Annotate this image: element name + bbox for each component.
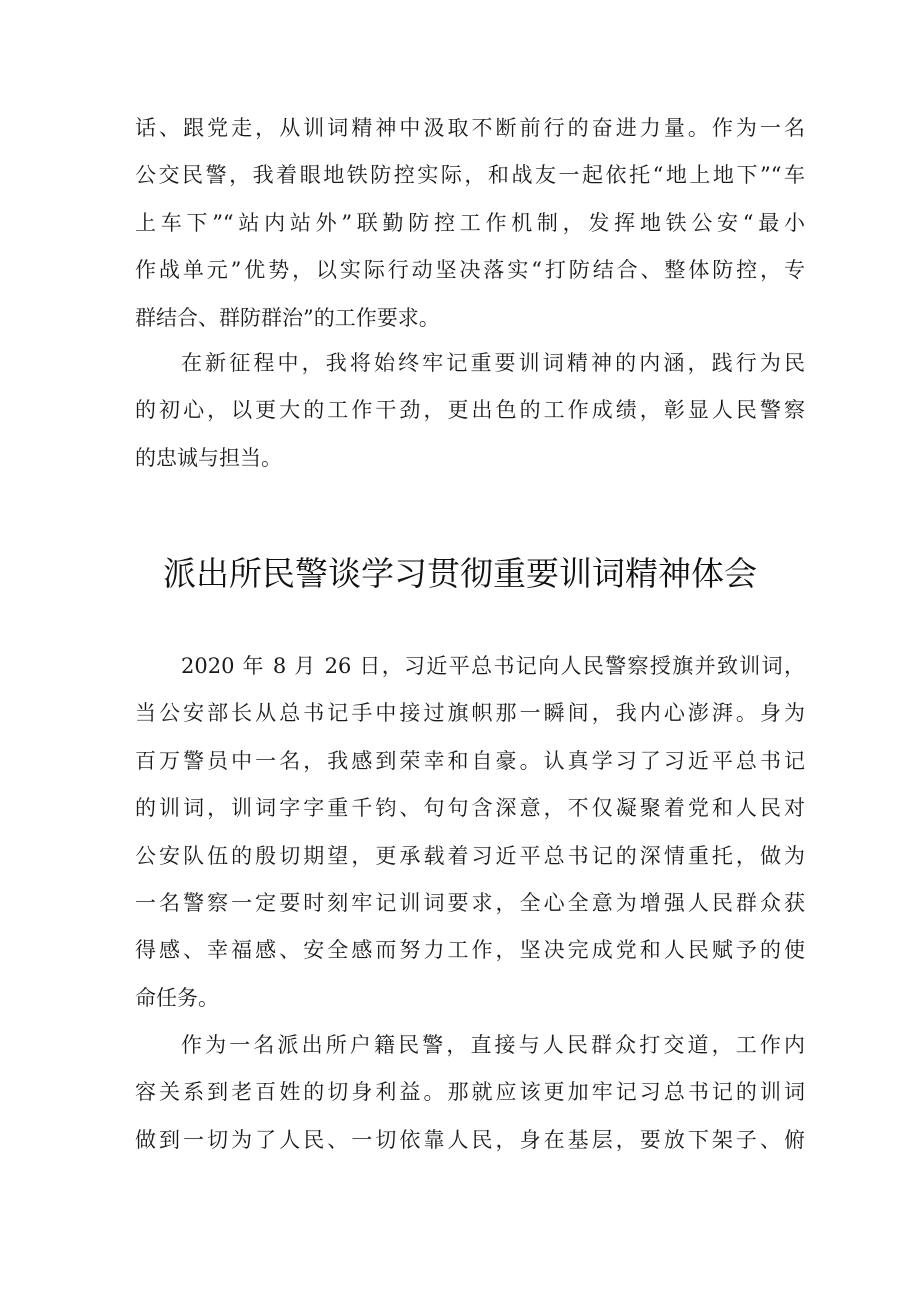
text-line: 百万警员中一名，我感到荣幸和自豪。认真学习了习近平总书记 — [135, 748, 805, 773]
text-line: 在新征程中，我将始终牢记重要训词精神的内涵，践行为民 — [181, 351, 805, 375]
text-line: 作战单元”优势，以实际行动坚决落实“打防结合、整体防控，专 — [135, 258, 805, 283]
paragraph-intro — [135, 643, 805, 1022]
text-line: 公安队伍的殷切期望，更承载着习近平总书记的深情重托，做为 — [135, 843, 805, 868]
text-line: 得感、幸福感、安全感而努力工作，坚决完成党和人民赋予的使 — [135, 938, 805, 963]
text-line: 做到一切为了人民、一切依靠人民，身在基层，要放下架子、俯 — [135, 1127, 805, 1152]
text-line: 容关系到老百姓的切身利益。那就应该更加牢记习总书记的训词 — [135, 1080, 805, 1105]
paragraph-body — [135, 1022, 805, 1164]
text-line: 话、跟党走，从训词精神中汲取不断前行的奋进力量。作为一名 — [135, 116, 805, 140]
paragraph-conclusion — [135, 340, 805, 482]
text-line: 群结合、群防群治”的工作要求。 — [135, 305, 440, 330]
text-line: 命任务。 — [135, 985, 219, 1010]
paragraph-continuation — [135, 105, 805, 342]
text-line: 的忠诚与担当。 — [135, 445, 282, 470]
text-line: 2020 年 8 月 26 日，习近平总书记向人民警察授旗并致训词， — [181, 654, 805, 678]
text-line: 上车下”“站内站外”联勤防控工作机制，发挥地铁公安“最小 — [135, 210, 805, 235]
text-line: 公交民警，我着眼地铁防控实际，和战友一起依托“地上地下”“车 — [135, 163, 805, 188]
text-line: 的训词，训词字字重千钧、句句含深意，不仅凝聚着党和人民对 — [135, 796, 805, 821]
text-line: 的初心，以更大的工作干劲，更出色的工作成绩，彰显人民警察 — [135, 398, 805, 423]
article-title: 派出所民警谈学习贯彻重要训词精神体会 — [163, 554, 757, 593]
text-line: 作为一名派出所户籍民警，直接与人民群众打交道，工作内 — [181, 1033, 805, 1057]
text-line: 当公安部长从总书记手中接过旗帜那一瞬间，我内心澎湃。身为 — [135, 701, 805, 726]
text-line: 一名警察一定要时刻牢记训词要求，全心全意为增强人民群众获 — [135, 890, 805, 915]
